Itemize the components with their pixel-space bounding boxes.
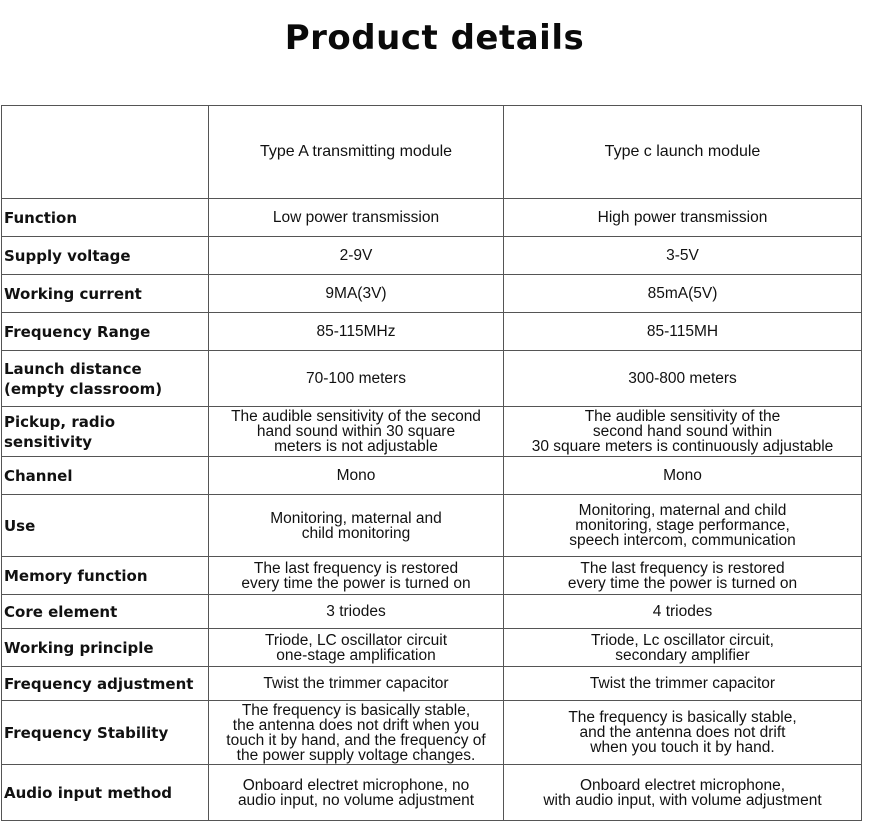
- type-c-value-line: every time the power is turned on: [567, 574, 798, 592]
- row-label-line: Working principle: [4, 638, 154, 657]
- type-a-value-line: 85-115MHz: [316, 323, 396, 340]
- type-c-value: [504, 237, 862, 275]
- type-a-value-line: the power supply voltage changes.: [236, 746, 476, 764]
- row-label-line: Function: [4, 208, 78, 227]
- row-label-line: Working current: [4, 284, 142, 303]
- row-label-line: Supply voltage: [4, 246, 131, 265]
- type-c-value-line: 3-5V: [666, 247, 699, 264]
- type-a-value-line: The last frequency is restored: [253, 559, 459, 577]
- table-row: [2, 595, 862, 629]
- row-label: [2, 407, 209, 457]
- type-c-value-line: Twist the trimmer capacitor: [589, 675, 776, 692]
- row-label-line: Audio input method: [4, 783, 173, 802]
- type-a-value-line: audio input, no volume adjustment: [237, 791, 475, 809]
- type-c-value: [504, 667, 862, 701]
- type-c-value-line: 30 square meters is continuously adjustable: [531, 438, 834, 455]
- type-c-value-line: The audible sensitivity of the: [584, 408, 781, 425]
- row-label-line: Channel: [4, 466, 73, 485]
- row-label: [2, 457, 209, 495]
- row-label: [2, 275, 209, 313]
- type-a-value-line: 3 triodes: [326, 603, 386, 620]
- type-c-value: [504, 495, 862, 557]
- type-c-value-line: when you touch it by hand.: [590, 739, 775, 756]
- row-label-line: (empty classroom): [4, 379, 163, 398]
- type-a-value: [209, 199, 504, 237]
- type-c-value: [504, 199, 862, 237]
- type-a-value-line: 70-100 meters: [306, 370, 406, 387]
- row-label: [2, 595, 209, 629]
- type-a-value: [209, 701, 504, 765]
- type-a-value-line: Low power transmission: [272, 209, 440, 226]
- type-c-value: [504, 407, 862, 457]
- row-label-line: Frequency adjustment: [4, 674, 194, 693]
- row-label-line: Pickup, radio: [4, 412, 116, 431]
- type-c-value-line: High power transmission: [597, 209, 768, 226]
- row-label: [2, 629, 209, 667]
- header-type-c: Type c launch module: [504, 106, 862, 199]
- row-label: [2, 667, 209, 701]
- table-row: [2, 237, 862, 275]
- type-c-value: [504, 701, 862, 765]
- table-row: [2, 765, 862, 821]
- type-a-value-line: 9MA(3V): [325, 285, 387, 302]
- type-a-value-line: The audible sensitivity of the second: [231, 408, 481, 425]
- table-row: [2, 667, 862, 701]
- type-a-value-line: Onboard electret microphone, no: [242, 776, 470, 794]
- row-label: [2, 313, 209, 351]
- table-row: [2, 199, 862, 237]
- row-label: [2, 351, 209, 407]
- type-a-value: [209, 457, 504, 495]
- type-a-value: [209, 667, 504, 701]
- row-label: [2, 701, 209, 765]
- type-c-value-line: Onboard electret microphone,: [579, 776, 786, 794]
- table-row: [2, 275, 862, 313]
- row-label-line: Use: [4, 516, 36, 535]
- type-a-value-line: child monitoring: [301, 524, 411, 542]
- type-c-value-line: with audio input, with volume adjustment: [543, 791, 822, 809]
- type-c-value: [504, 765, 862, 821]
- row-label: [2, 765, 209, 821]
- type-c-value-line: secondary amplifier: [615, 646, 750, 664]
- type-a-value-line: touch it by hand, and the frequency of: [226, 731, 486, 749]
- type-a-value: [209, 495, 504, 557]
- row-label-line: sensitivity: [4, 432, 93, 451]
- type-a-value: [209, 765, 504, 821]
- type-a-value: [209, 557, 504, 595]
- product-details-table: [1, 105, 862, 821]
- type-a-value-line: meters is not adjustable: [274, 438, 438, 455]
- row-label-line: Core element: [4, 602, 118, 621]
- type-c-value-line: Triode, Lc oscillator circuit,: [591, 631, 774, 649]
- type-c-value-line: speech intercom, communication: [569, 532, 796, 549]
- type-a-value: [209, 595, 504, 629]
- table-row: [2, 701, 862, 765]
- type-a-value: [209, 351, 504, 407]
- table-row: [2, 407, 862, 457]
- type-a-value-line: Twist the trimmer capacitor: [263, 675, 449, 692]
- type-a-value: [209, 407, 504, 457]
- type-a-value: [209, 629, 504, 667]
- page-title: Product details: [284, 18, 585, 58]
- header-type-a: Type A transmitting module: [209, 106, 504, 199]
- type-c-value-line: monitoring, stage performance,: [575, 517, 790, 534]
- type-c-value: [504, 275, 862, 313]
- type-c-value-line: 85-115MH: [646, 323, 719, 340]
- type-c-value-line: 300-800 meters: [628, 370, 737, 387]
- row-label: [2, 237, 209, 275]
- type-c-value: [504, 629, 862, 667]
- type-c-value: [504, 457, 862, 495]
- header-corner-cell: [2, 106, 209, 199]
- row-label-line: Memory function: [4, 566, 148, 585]
- row-label-line: Frequency Stability: [4, 723, 169, 742]
- row-label-line: Launch distance: [4, 359, 142, 378]
- type-c-value-line: 4 triodes: [652, 603, 713, 620]
- type-a-value-line: the antenna does not drift when you: [232, 716, 480, 734]
- type-c-value-line: The frequency is basically stable,: [568, 709, 797, 726]
- table-row: [2, 457, 862, 495]
- type-a-value: [209, 237, 504, 275]
- type-c-value-line: Monitoring, maternal and child: [578, 502, 787, 519]
- type-a-value: [209, 313, 504, 351]
- type-c-value: [504, 313, 862, 351]
- type-a-value-line: The frequency is basically stable,: [241, 701, 471, 719]
- type-c-value-line: second hand sound within: [592, 423, 773, 440]
- type-c-value: [504, 595, 862, 629]
- type-c-value: [504, 557, 862, 595]
- type-a-value-line: Monitoring, maternal and: [270, 509, 442, 527]
- row-label-line: Frequency Range: [4, 322, 151, 341]
- type-c-value-line: 85mA(5V): [647, 285, 718, 302]
- table-row: [2, 495, 862, 557]
- table-row: [2, 351, 862, 407]
- type-a-value-line: one-stage amplification: [276, 646, 436, 664]
- type-c-value-line: The last frequency is restored: [580, 559, 785, 577]
- row-label: [2, 199, 209, 237]
- type-a-value-line: 2-9V: [339, 247, 373, 264]
- type-a-value-line: Triode, LC oscillator circuit: [264, 631, 448, 649]
- type-a-value: [209, 275, 504, 313]
- type-a-value-line: Mono: [336, 467, 376, 484]
- table-row: [2, 629, 862, 667]
- type-c-value-line: Mono: [663, 467, 702, 484]
- row-label: [2, 495, 209, 557]
- type-a-value-line: hand sound within 30 square: [256, 423, 456, 440]
- table-header-row: [2, 106, 862, 199]
- type-a-value-line: every time the power is turned on: [241, 574, 471, 592]
- type-c-value: [504, 351, 862, 407]
- table-row: [2, 313, 862, 351]
- type-c-value-line: and the antenna does not drift: [579, 724, 786, 741]
- table-row: [2, 557, 862, 595]
- row-label: [2, 557, 209, 595]
